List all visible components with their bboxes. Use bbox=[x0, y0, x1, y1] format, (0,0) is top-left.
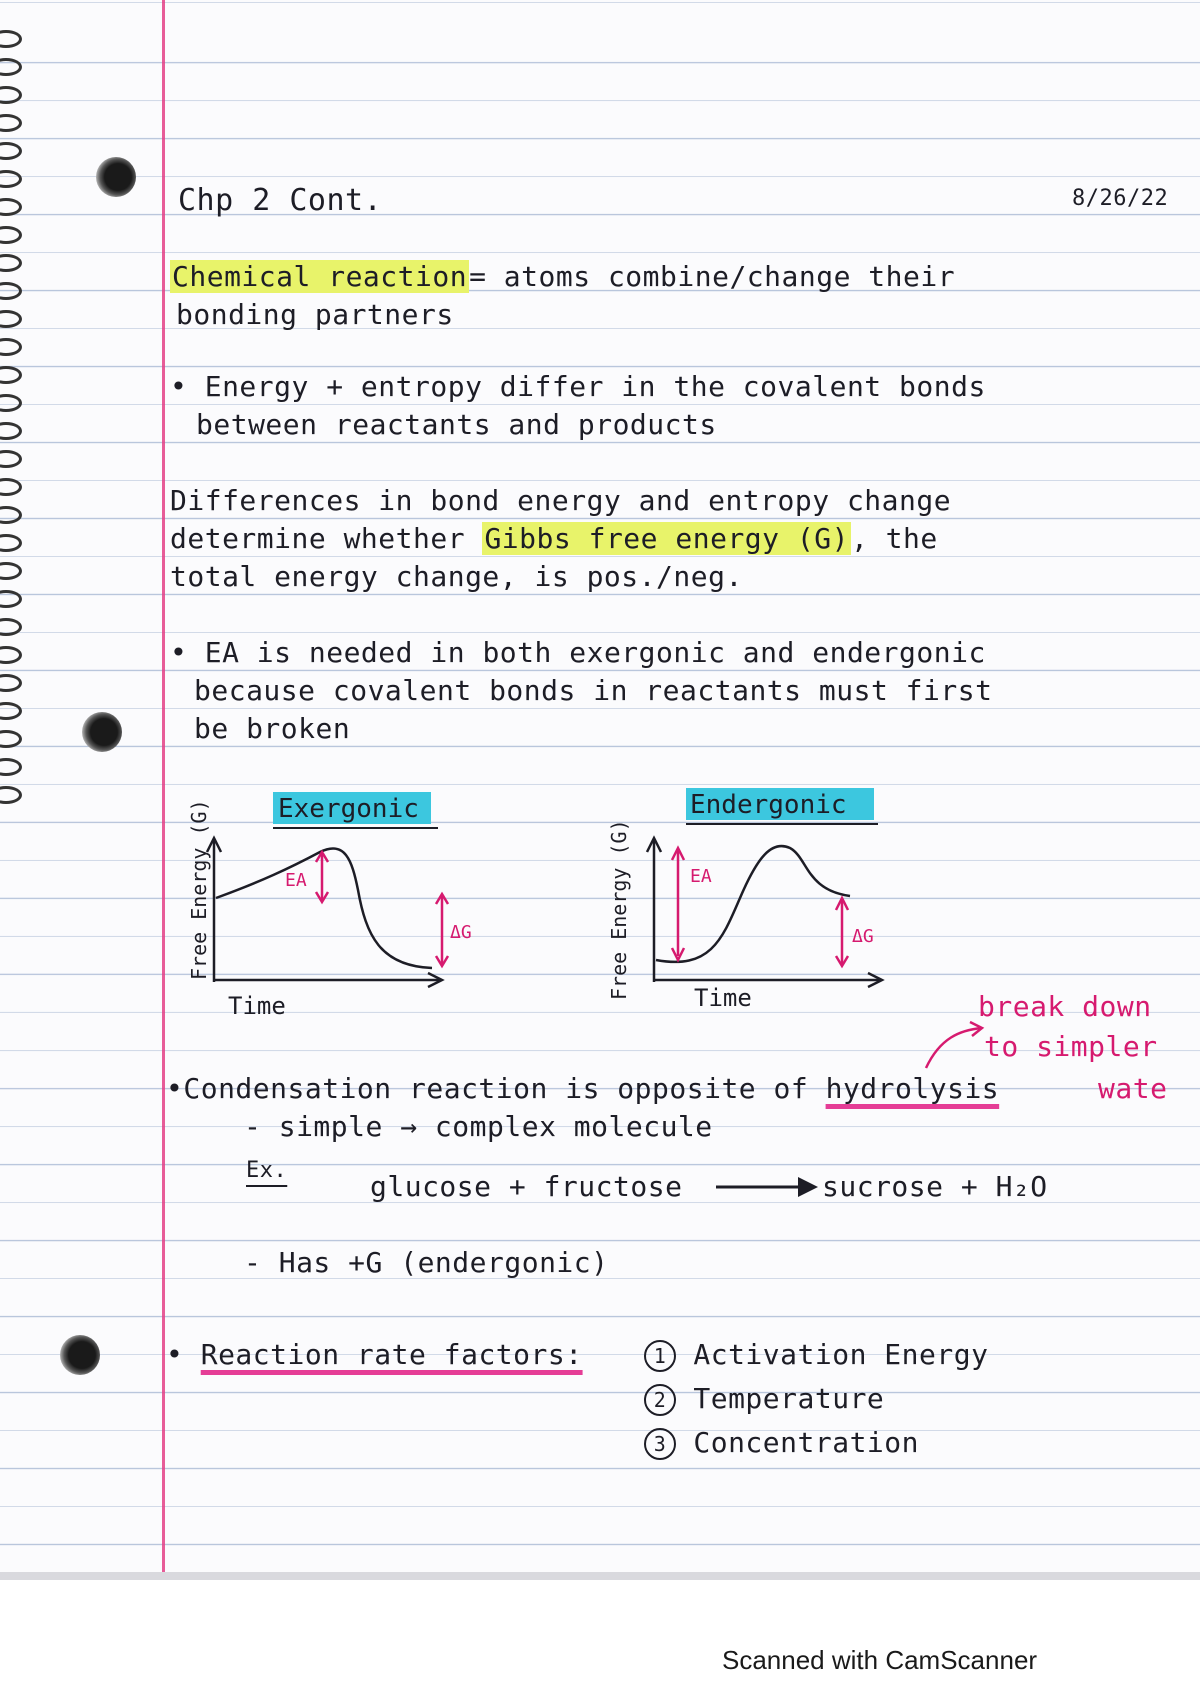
note-line-1: break down bbox=[978, 990, 1152, 1023]
note-arrow bbox=[920, 1018, 990, 1078]
binding-ring bbox=[0, 506, 22, 524]
binding-ring bbox=[0, 198, 22, 216]
margin-line bbox=[162, 0, 165, 1580]
endergonic-x-label: Time bbox=[694, 984, 752, 1012]
bullet-1-line-2: between reactants and products bbox=[196, 408, 717, 441]
rate-factors-label: Reaction rate factors: bbox=[200, 1338, 583, 1371]
paragraph-line-1: Differences in bond energy and entropy change bbox=[170, 484, 952, 517]
bullet-2-line-1: • EA is needed in both exergonic and endergonic bbox=[170, 636, 986, 669]
binding-ring bbox=[0, 562, 22, 580]
condensation-sub-1: - simple → complex molecule bbox=[244, 1110, 713, 1143]
condensation-line: •Condensation reaction is opposite of hydrolysis bbox=[166, 1072, 1000, 1105]
rate-factor-2: 2 Temperature bbox=[644, 1380, 884, 1418]
rate-factors-line: • Reaction rate factors: bbox=[166, 1338, 583, 1371]
rate-factor-number: 1 bbox=[644, 1340, 676, 1372]
binding-ring bbox=[0, 702, 22, 720]
gibbs-highlight: Gibbs free energy (G) bbox=[484, 522, 849, 555]
binding-ring bbox=[0, 786, 22, 804]
note-line-2: to simpler bbox=[984, 1030, 1158, 1063]
definition-line-2: bonding partners bbox=[176, 298, 454, 331]
binding-ring bbox=[0, 730, 22, 748]
equation-arrow bbox=[712, 1174, 822, 1200]
binding-ring bbox=[0, 394, 22, 412]
binding-ring bbox=[0, 590, 22, 608]
binding-ring bbox=[0, 170, 22, 188]
endergonic-dg-label: ΔG bbox=[852, 926, 874, 947]
rate-factor-1: 1 Activation Energy bbox=[644, 1336, 988, 1374]
binding-ring bbox=[0, 646, 22, 664]
endergonic-title: Endergonic bbox=[690, 790, 847, 820]
endergonic-graph bbox=[607, 770, 910, 1020]
binding-ring bbox=[0, 226, 22, 244]
rate-factor-number: 2 bbox=[644, 1384, 676, 1416]
binding-ring bbox=[0, 282, 22, 300]
endergonic-ea-label: EA bbox=[690, 866, 712, 887]
binding-ring bbox=[0, 254, 22, 272]
exergonic-graph bbox=[170, 770, 470, 1020]
page-date: 8/26/22 bbox=[1072, 186, 1169, 211]
binding-ring bbox=[0, 86, 22, 104]
definition-text: = atoms combine/change their bbox=[469, 260, 956, 293]
binding-ring bbox=[0, 338, 22, 356]
punch-hole-bottom bbox=[60, 1335, 100, 1375]
binding-ring bbox=[0, 758, 22, 776]
binding-ring bbox=[0, 422, 22, 440]
paragraph-line-2: determine whether Gibbs free energy (G), the bbox=[170, 522, 938, 555]
punch-hole-top bbox=[96, 157, 136, 197]
bullet-1-line-1: • Energy + entropy differ in the covalent bonds bbox=[170, 370, 986, 403]
rate-factor-3: 3 Concentration bbox=[644, 1424, 919, 1462]
page-title: Chp 2 Cont. bbox=[178, 183, 383, 218]
equation-left: glucose + fructose bbox=[370, 1170, 683, 1203]
binding-ring bbox=[0, 310, 22, 328]
paragraph-line-3: total energy change, is pos./neg. bbox=[170, 560, 743, 593]
exergonic-x-label: Time bbox=[228, 992, 286, 1020]
definition-line-1 bbox=[170, 258, 955, 296]
binding-ring bbox=[0, 450, 22, 468]
rate-factor-number: 3 bbox=[644, 1428, 676, 1460]
condensation-sub-2: - Has +G (endergonic) bbox=[244, 1246, 609, 1279]
binding-ring bbox=[0, 534, 22, 552]
bullet-2-line-3: be broken bbox=[194, 712, 351, 745]
exergonic-dg-label: ΔG bbox=[450, 922, 472, 943]
exergonic-ea-label: EA bbox=[285, 870, 307, 891]
term-highlight: Chemical reaction bbox=[172, 260, 468, 293]
endergonic-curve bbox=[656, 846, 850, 962]
binding-ring bbox=[0, 114, 22, 132]
example-label: Ex. bbox=[246, 1158, 288, 1183]
hydrolysis-word: hydrolysis bbox=[825, 1072, 1000, 1105]
endergonic-y-label: Free Energy (G) bbox=[607, 819, 631, 1000]
binding-ring bbox=[0, 30, 22, 48]
scanner-watermark: Scanned with CamScanner bbox=[722, 1645, 1038, 1675]
binding-ring bbox=[0, 142, 22, 160]
exergonic-y-label: Free Energy (G) bbox=[187, 799, 211, 980]
exergonic-curve bbox=[216, 848, 432, 968]
exergonic-title: Exergonic bbox=[278, 794, 419, 824]
binding-ring bbox=[0, 618, 22, 636]
equation-right: sucrose + H₂O bbox=[822, 1170, 1048, 1203]
bullet-2-line-2: because covalent bonds in reactants must first bbox=[194, 674, 993, 707]
binding-ring bbox=[0, 674, 22, 692]
punch-hole-middle bbox=[82, 712, 122, 752]
binding-ring bbox=[0, 366, 22, 384]
note-line-3: wate bbox=[1098, 1072, 1168, 1105]
binding-ring bbox=[0, 478, 22, 496]
binding-ring bbox=[0, 58, 22, 76]
